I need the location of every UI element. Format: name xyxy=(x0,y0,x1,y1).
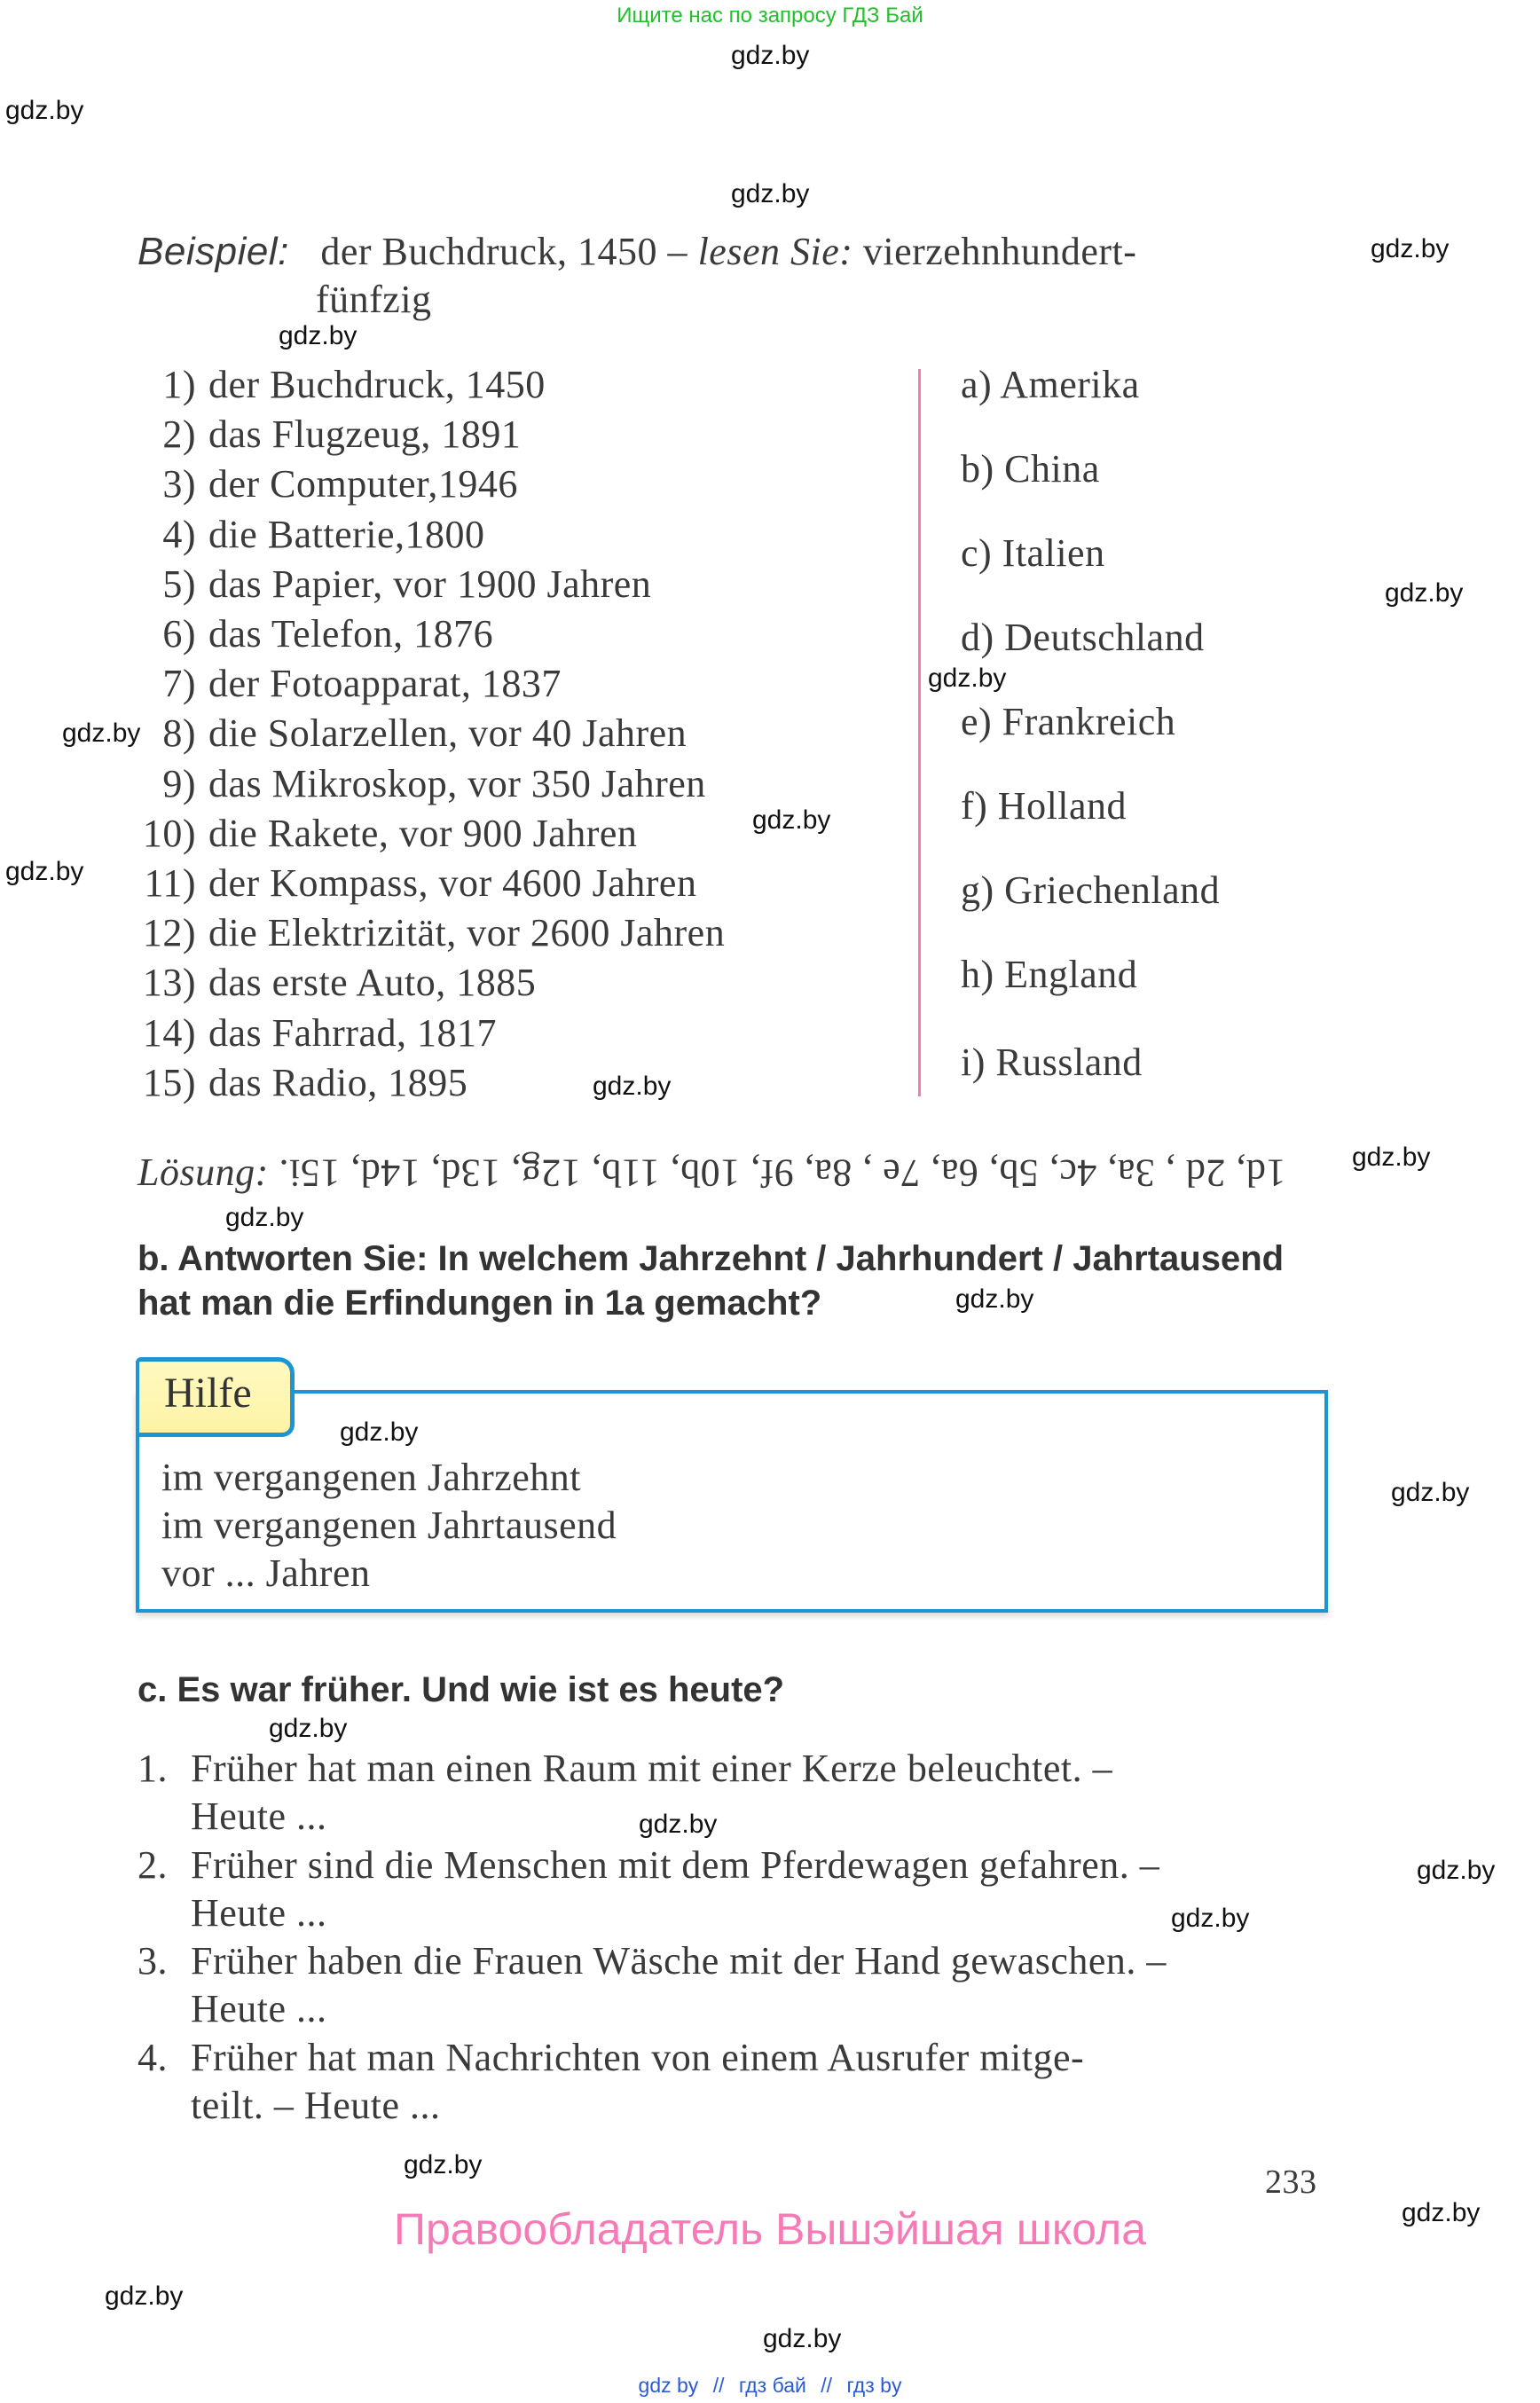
watermark: gdz.by xyxy=(5,96,84,125)
item-number: 3) xyxy=(162,462,196,507)
item-number: 2) xyxy=(162,412,196,457)
item-text: Früher haben die Frauen Wäsche mit der Hand gewaschen. – xyxy=(191,1939,1167,1983)
invention-item xyxy=(138,362,546,408)
hilfe-title: Hilfe xyxy=(164,1370,252,1417)
task-c-item-continuation: Heute ... xyxy=(191,1794,327,1838)
invention-item xyxy=(138,761,706,807)
item-text: die Rakete, vor 900 Jahren xyxy=(208,811,638,855)
invention-item xyxy=(138,1010,497,1056)
item-text: die Solarzellen, vor 40 Jahren xyxy=(208,711,688,756)
watermark: gdz.by xyxy=(1385,578,1464,608)
watermark: gdz.by xyxy=(928,664,1007,693)
solution xyxy=(138,1150,1286,1196)
invention-item xyxy=(138,611,493,657)
watermark: gdz.by xyxy=(1391,1478,1470,1507)
item-text: das Papier, vor 1900 Jahren xyxy=(208,561,652,606)
task-c-item-continuation: Heute ... xyxy=(191,1890,327,1935)
item-number: 4) xyxy=(162,512,196,556)
item-number: 8) xyxy=(162,711,196,756)
watermark: gdz.by xyxy=(1352,1143,1431,1172)
invention-item xyxy=(138,811,637,857)
item-text: das Fahrrad, 1817 xyxy=(208,1010,497,1055)
item-text: das erste Auto, 1885 xyxy=(208,961,537,1005)
item-number: 6) xyxy=(162,612,196,656)
watermark: gdz.by xyxy=(1171,1904,1250,1933)
invention-item xyxy=(138,711,687,757)
item-text: der Computer,1946 xyxy=(208,462,518,507)
footer-link[interactable]: гдз by xyxy=(846,2374,902,2397)
watermark: gdz.by xyxy=(731,41,810,70)
watermark: gdz.by xyxy=(105,2281,184,2311)
invention-item xyxy=(138,910,725,956)
watermark: gdz.by xyxy=(1371,234,1450,263)
example-label: Beispiel: xyxy=(138,230,289,273)
page-number: 233 xyxy=(1265,2163,1317,2201)
watermark: gdz.by xyxy=(763,2324,842,2353)
invention-item xyxy=(138,860,696,907)
country-item: a) Amerika xyxy=(961,363,1140,406)
solution-text: 1d, 2d , 3a, 4c, 5b, 6a, 7e , 8a, 9f, 10b, 11b, 12g, 13d, 14d, 15i. xyxy=(279,1151,1286,1195)
watermark: gdz.by xyxy=(340,1417,419,1447)
watermark: gdz.by xyxy=(752,805,831,835)
task-b-heading: b. Antworten Sie: In welchem Jahrzehnt / Jahrhundert / Jahrtausend xyxy=(138,1239,1285,1278)
item-number: 1) xyxy=(162,363,196,406)
invention-item xyxy=(138,412,521,458)
item-text: Früher hat man einen Raum mit einer Kerze beleuchtet. – xyxy=(191,1747,1113,1790)
divider xyxy=(918,369,921,1096)
example-text: der Buchdruck, 1450 – xyxy=(320,230,688,273)
item-text: der Buchdruck, 1450 xyxy=(208,363,546,406)
item-text: der Kompass, vor 4600 Jahren xyxy=(208,861,697,905)
item-text: das Mikroskop, vor 350 Jahren xyxy=(208,761,706,805)
country-item: e) Frankreich xyxy=(961,700,1176,743)
footer-link[interactable]: gdz by xyxy=(638,2374,699,2397)
item-text: das Radio, 1895 xyxy=(208,1060,468,1104)
invention-item xyxy=(138,1060,468,1106)
item-number: 2. xyxy=(138,1842,168,1887)
footer-separator: // xyxy=(821,2374,833,2397)
copyright: Правообладатель Вышэйшая школа xyxy=(394,2204,1146,2254)
task-c-heading: c. Es war früher. Und wie ist es heute? xyxy=(138,1670,785,1709)
example-say: lesen Sie: xyxy=(697,230,853,273)
country-item: i) Russland xyxy=(961,1041,1143,1084)
item-text: die Batterie,1800 xyxy=(208,512,485,556)
country-item: b) China xyxy=(961,447,1100,491)
watermark: gdz.by xyxy=(62,719,141,748)
item-text: die Elektrizität, vor 2600 Jahren xyxy=(208,911,726,955)
country-item: c) Italien xyxy=(961,531,1105,575)
country-item: g) Griechenland xyxy=(961,868,1221,912)
watermark: gdz.by xyxy=(225,1203,304,1232)
watermark: gdz.by xyxy=(5,857,84,886)
invention-item xyxy=(138,461,518,507)
invention-item xyxy=(138,561,651,608)
hilfe-tab xyxy=(136,1357,295,1437)
watermark: gdz.by xyxy=(279,321,358,350)
item-number: 7) xyxy=(162,662,196,706)
hilfe-line: im vergangenen Jahrtausend xyxy=(161,1504,617,1547)
item-number: 1. xyxy=(138,1747,168,1790)
item-text: Früher hat man Nachrichten von einem Ausrufer mitge- xyxy=(191,2035,1085,2079)
item-number: 4. xyxy=(138,2035,168,2079)
watermark: gdz.by xyxy=(955,1284,1034,1314)
item-number: 5) xyxy=(162,561,196,606)
watermark: gdz.by xyxy=(404,2150,483,2179)
example xyxy=(138,229,1136,275)
item-number: 14) xyxy=(142,1010,196,1055)
example-continuation: fünfzig xyxy=(316,278,432,321)
invention-item xyxy=(138,512,485,558)
watermark: gdz.by xyxy=(269,1714,348,1743)
task-c-item-continuation: teilt. – Heute ... xyxy=(191,2083,441,2127)
task-c-item xyxy=(138,1746,1112,1792)
item-number: 9) xyxy=(162,761,196,805)
item-number: 11) xyxy=(144,861,196,905)
country-item: d) Deutschland xyxy=(961,616,1205,659)
task-c-item xyxy=(138,1842,1159,1889)
watermark: gdz.by xyxy=(1402,2198,1481,2227)
example-answer: vierzehnhundert- xyxy=(862,230,1137,273)
footer-separator: // xyxy=(712,2374,725,2397)
watermark: gdz.by xyxy=(1417,1856,1496,1885)
hilfe-line: im vergangenen Jahrzehnt xyxy=(161,1456,582,1499)
item-text: das Telefon, 1876 xyxy=(208,612,494,656)
item-text: das Flugzeug, 1891 xyxy=(208,412,522,457)
item-text: der Fotoapparat, 1837 xyxy=(208,662,562,706)
footer-link[interactable]: гдз бай xyxy=(738,2374,806,2397)
item-number: 10) xyxy=(142,811,196,855)
item-number: 3. xyxy=(138,1939,168,1983)
task-b-heading-2: hat man die Erfindungen in 1a gemacht? xyxy=(138,1284,822,1323)
hilfe-line: vor ... Jahren xyxy=(161,1551,371,1595)
item-number: 13) xyxy=(142,961,196,1005)
solution-label: Lösung: xyxy=(138,1150,269,1194)
task-c-item xyxy=(138,1938,1167,1984)
item-text: Früher sind die Menschen mit dem Pferdewagen gefahren. – xyxy=(191,1842,1160,1887)
footer-links xyxy=(0,2374,1540,2398)
item-number: 12) xyxy=(142,911,196,955)
invention-item xyxy=(138,960,536,1006)
promo-text[interactable]: Ищите нас по запросу ГДЗ Бай xyxy=(617,4,923,27)
watermark: gdz.by xyxy=(731,179,810,208)
country-item: f) Holland xyxy=(961,784,1128,828)
watermark: gdz.by xyxy=(593,1072,672,1101)
invention-item xyxy=(138,661,562,707)
watermark: gdz.by xyxy=(639,1810,718,1839)
item-number: 15) xyxy=(142,1060,196,1104)
task-c-item xyxy=(138,2035,1084,2081)
country-item: h) England xyxy=(961,953,1138,996)
task-c-item-continuation: Heute ... xyxy=(191,1987,327,2030)
